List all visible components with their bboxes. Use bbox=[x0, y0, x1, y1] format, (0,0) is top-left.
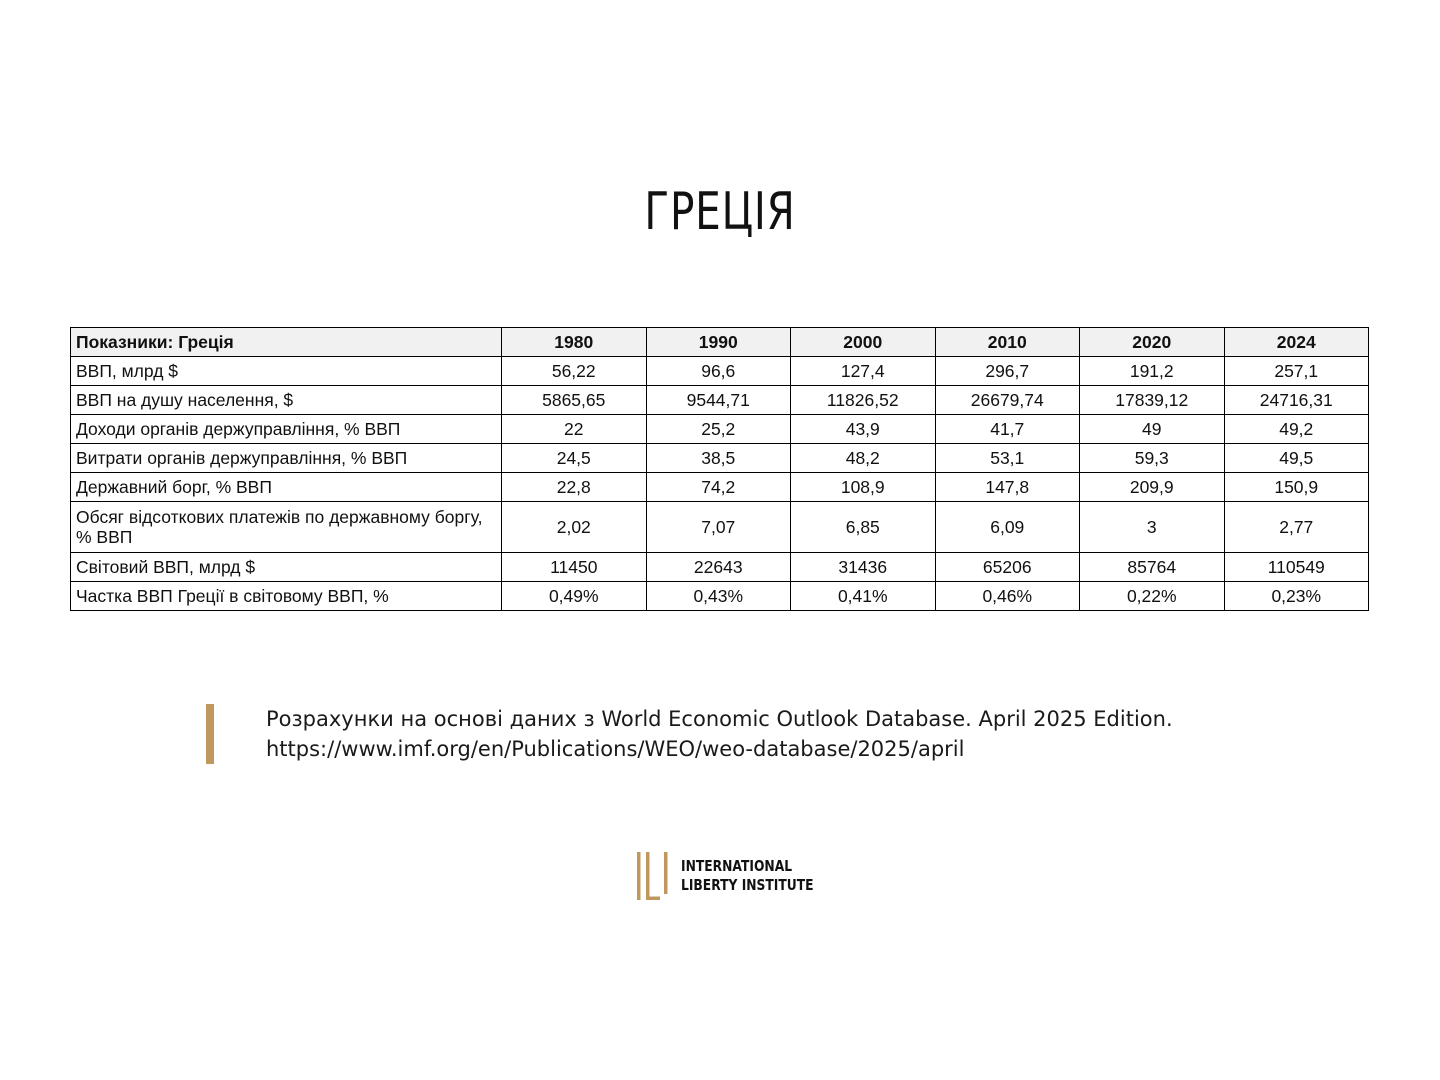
source-text bbox=[266, 704, 1266, 764]
cell-value: 41,7 bbox=[935, 415, 1080, 444]
page-title: ГРЕЦІЯ bbox=[644, 182, 796, 242]
table-row bbox=[71, 553, 1369, 582]
cell-value: 49 bbox=[1080, 415, 1225, 444]
cell-value: 11826,52 bbox=[791, 386, 936, 415]
cell-value: 9544,71 bbox=[646, 386, 791, 415]
cell-value: 147,8 bbox=[935, 473, 1080, 502]
header-year: 1990 bbox=[646, 328, 791, 357]
cell-value: 53,1 bbox=[935, 444, 1080, 473]
cell-value: 22 bbox=[502, 415, 647, 444]
cell-value: 0,23% bbox=[1224, 582, 1369, 611]
cell-value: 108,9 bbox=[791, 473, 936, 502]
row-label: Доходи органів держуправління, % ВВП bbox=[71, 415, 502, 444]
cell-value: 59,3 bbox=[1080, 444, 1225, 473]
header-year: 2010 bbox=[935, 328, 1080, 357]
cell-value: 25,2 bbox=[646, 415, 791, 444]
header-year: 2024 bbox=[1224, 328, 1369, 357]
table-row bbox=[71, 582, 1369, 611]
header-year: 2020 bbox=[1080, 328, 1225, 357]
cell-value: 31436 bbox=[791, 553, 936, 582]
cell-value: 0,49% bbox=[502, 582, 647, 611]
row-label: Витрати органів держуправління, % ВВП bbox=[71, 444, 502, 473]
cell-value: 2,02 bbox=[502, 502, 647, 553]
cell-value: 85764 bbox=[1080, 553, 1225, 582]
header-year: 2000 bbox=[791, 328, 936, 357]
cell-value: 7,07 bbox=[646, 502, 791, 553]
table-row bbox=[71, 444, 1369, 473]
cell-value: 127,4 bbox=[791, 357, 936, 386]
table-row bbox=[71, 502, 1369, 553]
cell-value: 0,46% bbox=[935, 582, 1080, 611]
cell-value: 17839,12 bbox=[1080, 386, 1225, 415]
row-label: ВВП, млрд $ bbox=[71, 357, 502, 386]
cell-value: 6,85 bbox=[791, 502, 936, 553]
cell-value: 0,41% bbox=[791, 582, 936, 611]
row-label: ВВП на душу населення, $ bbox=[71, 386, 502, 415]
cell-value: 96,6 bbox=[646, 357, 791, 386]
header-year: 1980 bbox=[502, 328, 647, 357]
row-label: Обсяг відсоткових платежів по державному боргу, % ВВП bbox=[71, 502, 502, 553]
cell-value: 0,43% bbox=[646, 582, 791, 611]
cell-value: 257,1 bbox=[1224, 357, 1369, 386]
institute-logo bbox=[636, 851, 816, 901]
cell-value: 22,8 bbox=[502, 473, 647, 502]
row-label: Частка ВВП Греції в світовому ВВП, % bbox=[71, 582, 502, 611]
cell-value: 38,5 bbox=[646, 444, 791, 473]
cell-value: 5865,65 bbox=[502, 386, 647, 415]
cell-value: 110549 bbox=[1224, 553, 1369, 582]
cell-value: 296,7 bbox=[935, 357, 1080, 386]
cell-value: 24,5 bbox=[502, 444, 647, 473]
cell-value: 150,9 bbox=[1224, 473, 1369, 502]
cell-value: 65206 bbox=[935, 553, 1080, 582]
row-label: Державний борг, % ВВП bbox=[71, 473, 502, 502]
source-url[interactable]: https://www.imf.org/en/Publications/WEO/weo-database/2025/april bbox=[266, 737, 965, 761]
logo-line: LIBERTY INSTITUTE bbox=[681, 876, 814, 894]
cell-value: 48,2 bbox=[791, 444, 936, 473]
cell-value: 11450 bbox=[502, 553, 647, 582]
header-indicators: Показники: Греція bbox=[71, 328, 502, 357]
cell-value: 56,22 bbox=[502, 357, 647, 386]
table-row bbox=[71, 357, 1369, 386]
logo-text bbox=[681, 857, 814, 895]
cell-value: 2,77 bbox=[1224, 502, 1369, 553]
table-row bbox=[71, 415, 1369, 444]
table-row bbox=[71, 386, 1369, 415]
cell-value: 6,09 bbox=[935, 502, 1080, 553]
cell-value: 49,2 bbox=[1224, 415, 1369, 444]
cell-value: 49,5 bbox=[1224, 444, 1369, 473]
table-row bbox=[71, 473, 1369, 502]
cell-value: 26679,74 bbox=[935, 386, 1080, 415]
source-line: Розрахунки на основі даних з World Economic Outlook Database. April 2025 Edition. bbox=[266, 707, 1173, 731]
cell-value: 0,22% bbox=[1080, 582, 1225, 611]
accent-bar bbox=[206, 704, 214, 764]
cell-value: 24716,31 bbox=[1224, 386, 1369, 415]
logo-line: INTERNATIONAL bbox=[681, 857, 793, 875]
row-label: Світовий ВВП, млрд $ bbox=[71, 553, 502, 582]
cell-value: 3 bbox=[1080, 502, 1225, 553]
cell-value: 43,9 bbox=[791, 415, 936, 444]
cell-value: 22643 bbox=[646, 553, 791, 582]
cell-value: 191,2 bbox=[1080, 357, 1225, 386]
table-header-row bbox=[71, 328, 1369, 357]
cell-value: 209,9 bbox=[1080, 473, 1225, 502]
cell-value: 74,2 bbox=[646, 473, 791, 502]
logo-mark-icon bbox=[636, 851, 672, 901]
indicators-table bbox=[70, 327, 1369, 611]
